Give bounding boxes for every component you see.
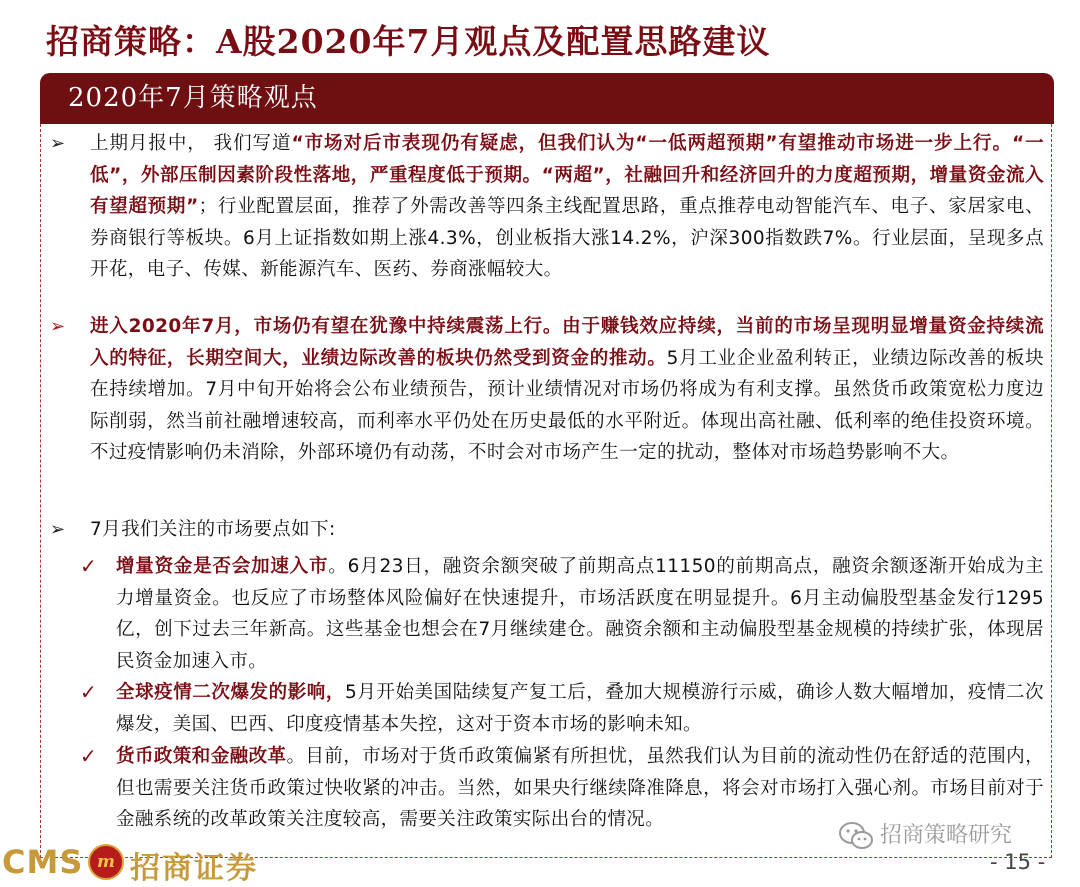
paragraph-july-outlook (90, 311, 1044, 469)
arrow-bullet-icon: ➢ (50, 133, 66, 154)
paragraph-last-month-review (90, 128, 1044, 286)
point-heading: 货币政策和金融改革 (116, 746, 287, 767)
watermark-text: 招商策略研究 (880, 823, 1013, 848)
section-title: 2020年7月策略观点 (68, 83, 318, 113)
text-normal: 。目前，市场对于货币政策偏紧有所担忧，虽然我们认为目前的流动性仍在舒适的范围内，但也需要关注货币政策过快收紧的冲击。当然，如果央行继续降准降息，将会对市场打入强心剂。市场目前对于金融系统的改革政策关注度较高，需要关注政策实际出台的情况。 (116, 746, 1044, 830)
text-highlight-quote: “市场对后市表现仍有疑虑，但我们认为“一低两超预期”有望推动市场进一步上行。“一低”，外部压制因素阶段性落地，严重程度低于预期。“两超”，社融回升和经济回升的力度超预期，增量资金流入有望超预期” (90, 133, 1044, 217)
text-normal: 上期月报中， 我们写道 (90, 133, 292, 154)
text-normal: 。6月23日，融资余额突破了前期高点11150的前期高点，融资余额逐渐开始成为主力增量资金。也反应了市场整体风险偏好在快速提升，市场活跃度在明显提升。6月主动偏股型基金发行1295亿，创下过去三年新高。这些基金也想会在7月继续建仓。融资余额和主动偏股型基金规模的持续扩张，体现居民资金加速入市。 (116, 556, 1045, 672)
text-highlight-outlook: 进入2020年7月，市场仍有望在犹豫中持续震荡上行。由于赚钱效应持续，当前的市场呈现明显增量资金持续流入的特征，长期空间大，业绩边际改善的板块仍然受到资金的推动。 (90, 316, 1044, 369)
wechat-watermark (838, 818, 1012, 854)
point-heading: 全球疫情二次爆发的影响， (116, 682, 345, 703)
text-normal: ；行业配置层面，推荐了外需改善等四条主线配置思路，重点推荐电动智能汽车、电子、家居家电、券商银行等板块。6月上证指数如期上涨4.3%，创业板指大涨14.2%，沪深300指数跌7%。行业层面，呈现多点开花，电子、传媒、新能源汽车、医药、券商涨幅较大。 (90, 196, 1044, 280)
logo-mark-text: m (97, 852, 115, 872)
text-normal: 5月开始美国陆续复产复工后，叠加大规模游行示威，确诊人数大幅增加，疫情二次爆发，美国、巴西、印度疫情基本失控，这对于资本市场的影响未知。 (116, 682, 1044, 735)
check-mark-icon: ✓ (80, 554, 97, 578)
paragraph-july-focus-intro: 7月我们关注的市场要点如下: (90, 519, 336, 540)
logo-latin-text: CMS (2, 843, 84, 881)
slide-title: 招商策略：A股2020年7月观点及配置思路建议 (46, 22, 771, 61)
point-incremental-funds (116, 551, 1044, 677)
logo-mark-icon (88, 844, 124, 880)
point-global-pandemic (116, 677, 1044, 740)
text-normal: 5月工业企业盈利转正，业绩边际改善的板块在持续增加。7月中旬开始将会公布业绩预告，预计业绩情况对市场仍将成为有利支撑。虽然货币政策宽松力度边际削弱，然当前社融增速较高，而利率水平仍处在历史最低的水平附近。体现出高社融、低利率的绝佳投资环境。不过疫情影响仍未消除，外部环境仍有动荡，不时会对市场产生一定的扰动，整体对市场趋势影响不大。 (90, 347, 1044, 463)
check-mark-icon: ✓ (80, 680, 97, 704)
page-number: - 15 - (990, 850, 1046, 874)
arrow-bullet-icon: ➢ (50, 519, 66, 540)
logo-chinese-text: 招商证券 (130, 851, 258, 886)
wechat-icon (838, 821, 874, 851)
check-mark-icon: ✓ (80, 744, 97, 768)
cms-logo (0, 840, 270, 885)
section-header-bar (40, 73, 1054, 124)
point-heading: 增量资金是否会加速入市 (116, 556, 329, 577)
arrow-bullet-icon: ➢ (50, 316, 66, 337)
